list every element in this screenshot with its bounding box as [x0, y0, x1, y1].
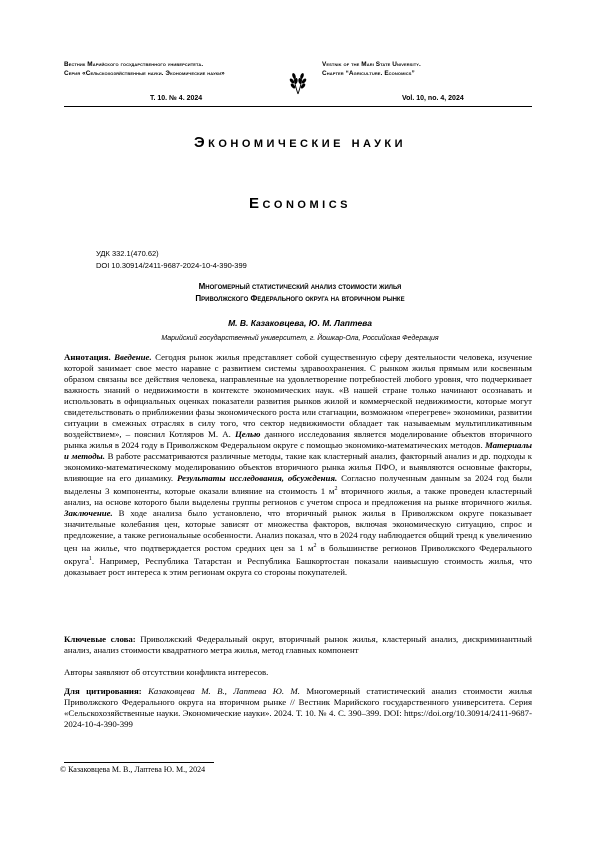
- intro-label: Введение.: [114, 352, 152, 362]
- conclusion-superscript: 2: [313, 543, 316, 549]
- citation: [64, 686, 532, 730]
- methods-label: Материалы и методы.: [64, 440, 532, 461]
- conclusion-text-a: В ходе анализа было установлено, что вторичный рынок жилья в Приволжском округе показывает значительные колебания цен, которые зависят от множества факторов, включая экономическую ситуацию, спрос и предложение, а также региональные особенности. Анализ показал, что в 2024 году наблюдается общий тренд к увеличению цен на жилье, что подтверждается ростом средних цен за 1 м: [64, 508, 532, 553]
- title-line-2: Приволжского Федерального округа на вторичном рынке: [70, 293, 530, 305]
- conclusion-label: Заключение.: [64, 508, 113, 518]
- volume-issue-ru: Т. 10. № 4. 2024: [150, 95, 202, 102]
- section-heading-en: Economics: [0, 195, 600, 212]
- journal-series-ru: Серия «Сельскохозяйственные науки. Экономические науки»: [64, 69, 284, 78]
- title-line-1: Многомерный статистический анализ стоимости жилья: [70, 281, 530, 293]
- conclusion-text-b: в большинстве регионов Приволжского Федерального округа: [64, 543, 532, 566]
- keywords-text: Приволжский Федеральный округ, вторичный рынок жилья, кластерный анализ, дискриминантный анализ, анализ стоимости квадратного метра жилья, метод главных компонент: [64, 634, 532, 655]
- journal-title-ru: Вестник Марийского государственного университета.: [64, 60, 284, 69]
- journal-header-ru: [64, 60, 284, 78]
- intro-text: Сегодня рынок жилья представляет собой существенную сферу деятельности человека, изучение которой занимает свое место наравне с развитием системы здравоохранения. С рынком жилья прямым или косвенным образом связаны все действия человека, направленные на удовлетворение потребностей любого уровня, что подчеркивает важность знаний о недвижимости в контексте экономических наук. «В нашей стране только начинают осознавать и использовать в официальных оценках показатели развития рынков жилой и коммерческой недвижимости, которые могут свидетельствовать о приближении фазы экономического роста или стагнации, возможном «перегреве» экономики, развитии ситуации в смежных отраслях в силу того, что сектор недвижимости обладает так называемым мультипликативным воздействием», – пояснил Котляров М. А.: [64, 352, 532, 439]
- article-title: [70, 281, 530, 305]
- results-superscript: 2: [334, 486, 337, 492]
- journal-header-en: [322, 60, 542, 78]
- affiliation: Марийский государственный университет, г. Йошкар-Ола, Российская Федерация: [0, 335, 600, 342]
- abstract: [64, 352, 532, 578]
- citation-text: Многомерный статистический анализ стоимости жилья Приволжского Федерального округа на вторичном рынке // Вестник Марийского государственного университета. Серия «Сельскохозяйственные науки. Экономические науки». 2024. Т. 10. № 4. С. 390–399. DOI: https://doi.org/10.30914/2411-9687-2024-10-4-390-399: [64, 686, 532, 729]
- volume-issue-en: Vol. 10, no. 4, 2024: [402, 95, 464, 102]
- keywords: [64, 634, 532, 656]
- results-text-b: вторичного жилья, а также проведен кластерный анализ, на основе которого были выделены группы регионов с учетом спроса и предложения на рынке вторичного жилья.: [64, 486, 532, 507]
- article-identifiers: [96, 248, 247, 272]
- citation-label: Для цитирования:: [64, 686, 142, 696]
- aim-label: Целью: [235, 429, 260, 439]
- results-label: Результаты исследования, обсуждения.: [177, 473, 337, 483]
- copyright: © Казаковцева М. В., Лаптева Ю. М., 2024: [60, 765, 205, 774]
- footnote-marker[interactable]: 1: [89, 556, 92, 562]
- citation-authors: Казаковцева М. В., Лаптева Ю. М.: [142, 686, 300, 696]
- methods-text: В работе рассматриваются различные методы, такие как кластерный анализ, факторный анализ и др. подходы к экономико-математическому моделированию объектов вторичного рынка жилья ПФО, и выявляются основные факторы, влияющие на его динамику.: [64, 451, 532, 483]
- results-text-a: Согласно полученным данным за 2024 год были выделены 3 компоненты, которые оказали влияние на стоимость 1 м: [64, 473, 532, 496]
- conclusion-text-c: . Например, Республика Татарстан и Республика Башкортостан показали наивысшую стоимость жилья, что доказывает рост интереса к этим регионам округа со стороны покупателей.: [64, 556, 532, 577]
- footnote-rule: [64, 762, 214, 763]
- journal-title-en: Vestnik of the Mari State University.: [322, 60, 542, 69]
- authors: М. В. Казаковцева, Ю. М. Лаптева: [0, 318, 600, 328]
- aim-text: данного исследования является моделирование объектов вторичного рынка жилья в 2024 году в Приволжском Федеральном округе с помощью экономико-математических методов.: [64, 429, 532, 450]
- doi: DOI 10.30914/2411-9687-2024-10-4-390-399: [96, 260, 247, 272]
- journal-series-en: Chapter “Agriculture. Economics”: [322, 69, 542, 78]
- udc-code: УДК 332.1(470.62): [96, 248, 247, 260]
- keywords-label: Ключевые слова:: [64, 634, 136, 644]
- wheat-logo-icon: [285, 70, 311, 96]
- abstract-label: Аннотация.: [64, 352, 111, 362]
- header-rule: [64, 106, 532, 107]
- conflict-statement: Авторы заявляют об отсутствии конфликта интересов.: [64, 667, 532, 678]
- section-heading-ru: Экономические науки: [0, 134, 600, 151]
